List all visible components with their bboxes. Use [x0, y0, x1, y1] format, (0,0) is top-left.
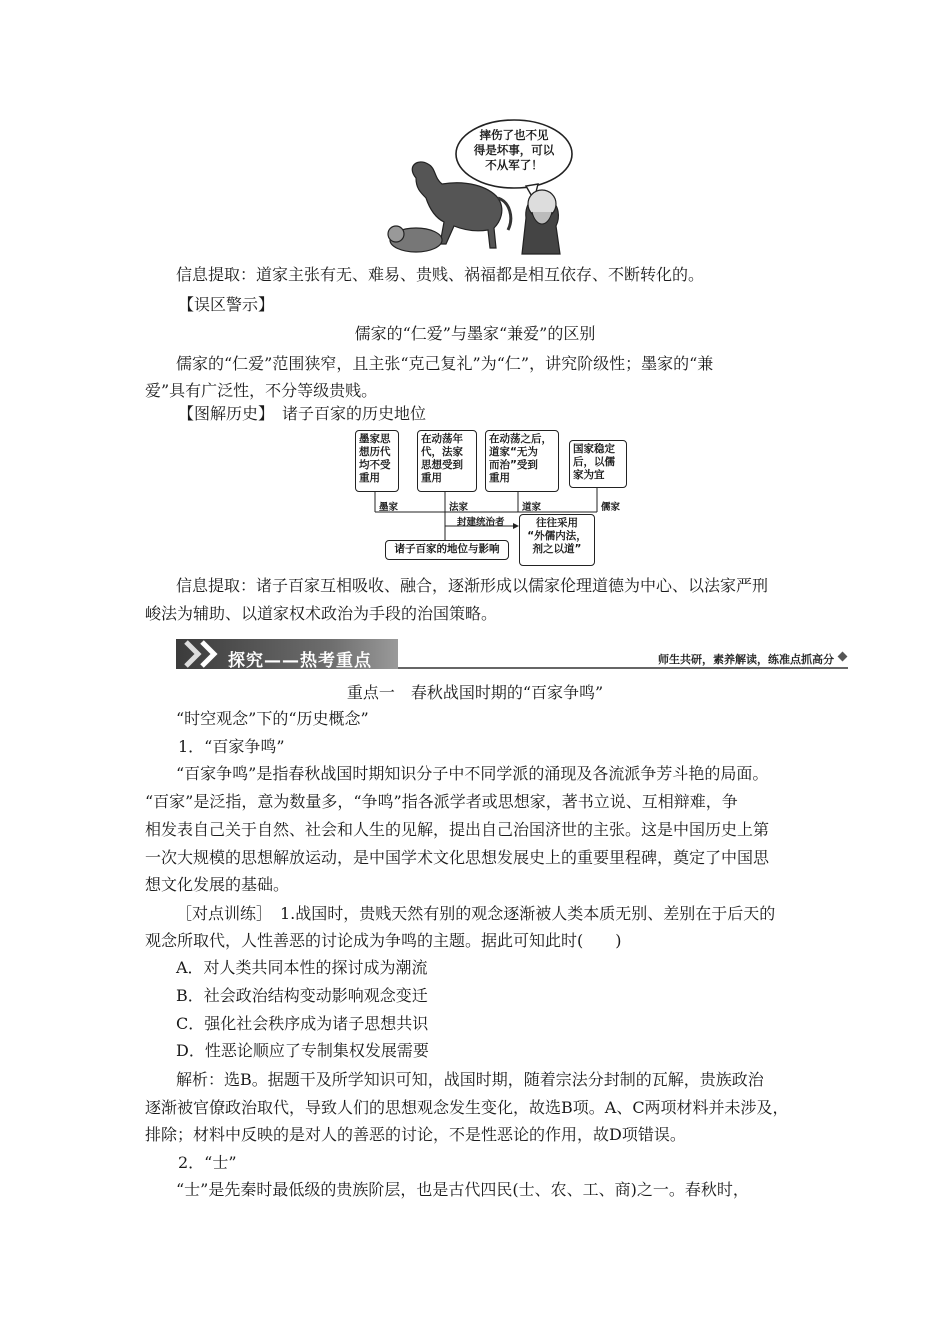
box-line: 均不受 [359, 459, 391, 471]
section-title: 重点一 春秋战国时期的“百家争鸣” [346, 683, 604, 702]
exercise-line: ［对点训练］ 1.战国时，贵贱天然有别的观念逐渐被人类本质无别、差别在于后天的 [176, 904, 776, 923]
speech-line: 摔伤了也不见 [479, 128, 549, 142]
info-extract-2: 峻法为辅助、以道家权术政治为手段的治国策略。 [145, 604, 498, 623]
paragraph-line: “百家”是泛指，意为数量多，“争鸣”指各派学者或思想家，著书立说、互相辩难，争 [145, 792, 738, 811]
banner-rule [398, 667, 848, 669]
diagram-box-mohist [355, 430, 399, 492]
analysis-line: 排除；材料中反映的是对人的善恶的讨论，不是性恶论的作用，故D项错误。 [145, 1125, 686, 1144]
box-line: 家为宜 [573, 469, 605, 481]
box-line: 而治”受到 [489, 459, 538, 471]
box-line: 在动荡年 [421, 433, 463, 445]
option-a: A．对人类共同本性的探讨成为潮流 [176, 958, 428, 977]
school-label: 法家 [449, 502, 469, 513]
diagram-box-root: 诸子百家的地位与影响 [385, 540, 509, 560]
diagram-box-legalist [417, 430, 477, 492]
section-banner [176, 637, 848, 671]
school-label: 道家 [522, 502, 542, 513]
speech-line: 不从军了！ [485, 158, 543, 172]
diagram-box-taoist [485, 430, 559, 492]
arrow-label: 封建统治者 [457, 517, 505, 528]
box-line: 后，以儒 [573, 456, 615, 468]
speech-bubble-text [466, 128, 562, 173]
box-line: 代，法家 [421, 446, 463, 458]
box-line: 墨家思 [359, 433, 391, 445]
misconception-line: 爱”具有广泛性，不分等级贵贱。 [145, 381, 378, 400]
banner-slogan: 师生共研，素养解读，练准点抓高分 [658, 653, 834, 666]
cartoon-illustration [376, 118, 576, 258]
box-line: 重用 [421, 472, 442, 484]
diamond-icon [838, 652, 848, 662]
paragraph-line: “士”是先秦时最低级的贵族阶层，也是古代四民(士、农、工、商)之一。春秋时， [176, 1180, 749, 1199]
box-line: 重用 [489, 472, 510, 484]
misconception-title: 儒家的“仁爱”与墨家“兼爱”的区别 [354, 324, 596, 343]
school-label: 墨家 [379, 502, 399, 513]
box-line: 剂之以道” [532, 543, 582, 555]
paragraph-line: 一次大规模的思想解放运动，是中国学术文化思想发展史上的重要里程碑，奠定了中国思 [145, 848, 770, 867]
paragraph-line: 想文化发展的基础。 [145, 875, 290, 894]
exercise-line: 观念所取代，人性善恶的讨论成为争鸣的主题。据此可知此时( ) [145, 931, 622, 950]
paragraph-line: “百家争鸣”是指春秋战国时期知识分子中不同学派的涌现及各流派争芳斗艳的局面。 [176, 764, 769, 783]
box-line: 国家稳定 [573, 443, 615, 455]
chevron-icon [182, 639, 232, 669]
banner-title: 探究——热考重点 [228, 651, 372, 671]
info-extract-1: 信息提取：道家主张有无、难易、贵贱、祸福都是相互依存、不断转化的。 [176, 265, 705, 284]
diagram-tag: 【图解历史】 诸子百家的历史地位 [178, 404, 427, 423]
item-title: 2．“士” [178, 1153, 237, 1172]
option-c: C．强化社会秩序成为诸子思想共识 [176, 1014, 429, 1033]
box-line: “外儒内法， [527, 530, 587, 542]
box-line: 在动荡之后， [489, 433, 552, 445]
option-d: D．性恶论顺应了专制集权发展需要 [176, 1041, 429, 1060]
paragraph-line: 相发表自己关于自然、社会和人生的见解，提出自己治国济世的主张。这是中国历史上第 [145, 820, 770, 839]
option-b: B．社会政治结构变动影响观念变迁 [176, 986, 428, 1005]
box-line: 重用 [359, 472, 380, 484]
info-extract-2: 信息提取：诸子百家互相吸收、融合，逐渐形成以儒家伦理道德为中心、以法家严刑 [176, 576, 769, 595]
diagram-box-confucian [569, 440, 627, 488]
analysis-line: 解析：选B。据题干及所学知识可知，战国时期，随着宗法分封制的瓦解，贵族政治 [176, 1070, 764, 1089]
subhead: “时空观念”下的“历史概念” [176, 709, 369, 728]
box-line: 思想受到 [421, 459, 463, 471]
speech-line: 得是坏事，可以 [473, 143, 555, 157]
banner-left [176, 639, 398, 669]
history-diagram [345, 428, 630, 568]
box-line: 想历代 [359, 446, 391, 458]
misconception-line: 儒家的“仁爱”范围狭窄，且主张“克己复礼”为“仁”，讲究阶级性；墨家的“兼 [176, 354, 714, 373]
misconception-tag: 【误区警示】 [178, 295, 275, 314]
box-line: 道家“无为 [489, 446, 538, 458]
item-title: 1．“百家争鸣” [178, 737, 285, 756]
school-label: 儒家 [601, 502, 621, 513]
diagram-box-result [519, 514, 595, 566]
analysis-line: 逐渐被官僚政治取代，导致人们的思想观念发生变化，故选B项。A、C两项材料并未涉及， [145, 1098, 789, 1117]
box-line: 往往采用 [536, 517, 578, 529]
